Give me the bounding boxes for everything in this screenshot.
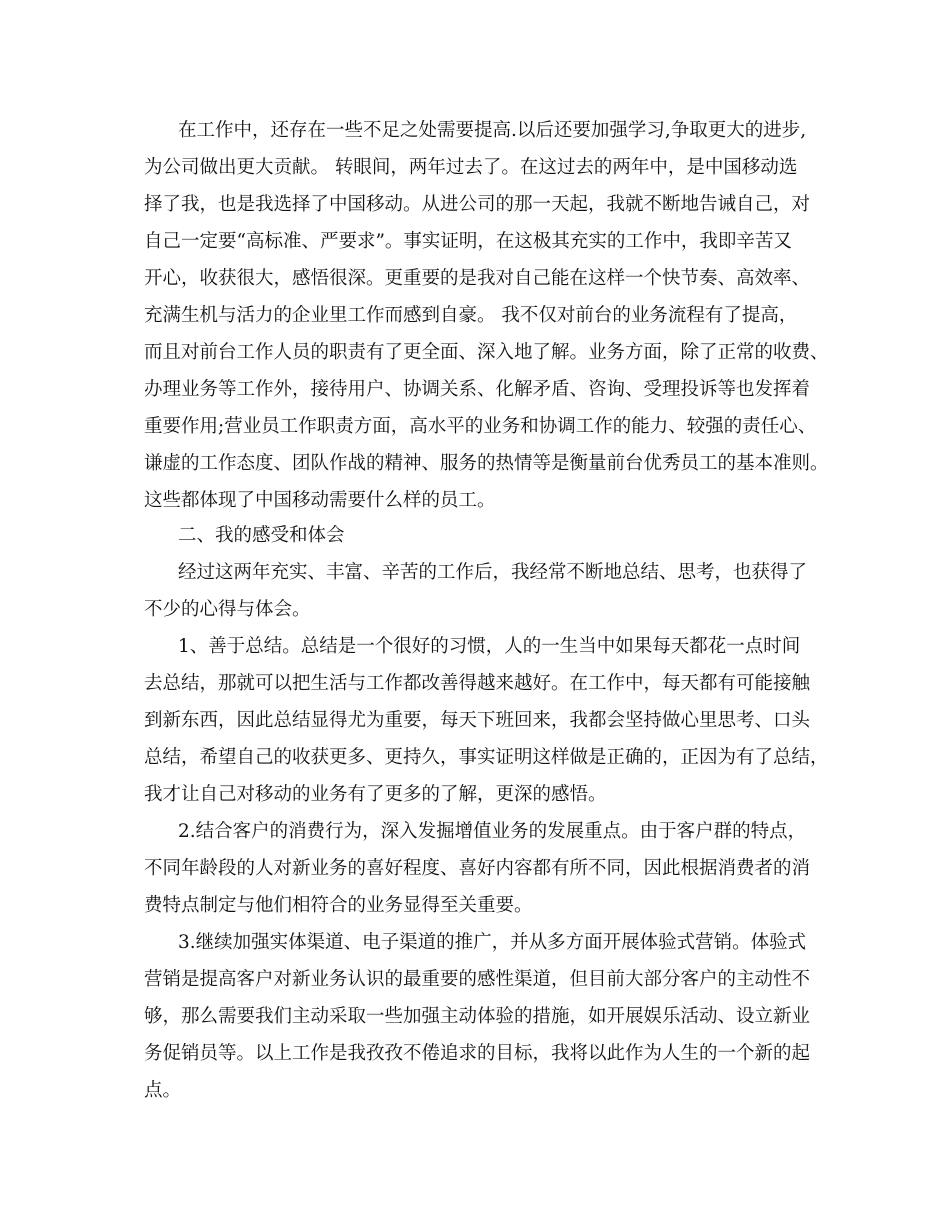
text-line: 到新东西，因此总结显得尤为重要，每天下班回来，我都会坚持做心里思考、口头 <box>144 710 811 731</box>
text-line: 营销是提高客户对新业务认识的最重要的感性渠道，但目前大部分客户的主动性不 <box>144 969 811 990</box>
text-line: 3.继续加强实体渠道、电子渠道的推广，并从多方面开展体验式营销。体验式 <box>178 932 807 953</box>
text-line: 在工作中，还存在一些不足之处需要提高.以后还要加强学习,争取更大的进步, <box>178 120 807 141</box>
text-line: 总结，希望自己的收获更多、更持久，事实证明这样做是正确的，正因为有了总结， <box>144 747 829 768</box>
text-line: 这些都体现了中国移动需要什么样的员工。 <box>144 490 496 511</box>
text-line: 点。 <box>144 1080 182 1101</box>
text-line: 为公司做出更大贡献。 转眼间，两年过去了。在这过去的两年中，是中国移动选 <box>144 157 798 178</box>
text-line: 开心，收获很大，感悟很深。更重要的是我对自己能在这样一个快节奏、高效率、 <box>144 268 811 289</box>
text-line: 2.结合客户的消费行为，深入发掘增值业务的发展重点。由于客户群的特点， <box>178 821 807 842</box>
text-line: 务促销员等。以上工作是我孜孜不倦追求的目标，我将以此作为人生的一个新的起 <box>144 1043 811 1064</box>
text-line: 谦虚的工作态度、团队作战的精神、服务的热情等是衡量前台优秀员工的基本准则。 <box>144 453 829 474</box>
text-line: 不同年龄段的人对新业务的喜好程度、喜好内容都有所不同，因此根据消费者的消 <box>144 858 811 879</box>
text-line: 择了我，也是我选择了中国移动。从进公司的那一天起，我就不断地告诫自己，对 <box>144 194 811 215</box>
text-line: 而且对前台工作人员的职责有了更全面、深入地了解。业务方面，除了正常的收费、 <box>144 342 829 363</box>
text-line: 去总结，那就可以把生活与工作都改善得越来越好。在工作中，每天都有可能接触 <box>144 673 811 694</box>
text-line: 重要作用;营业员工作职责方面，高水平的业务和协调工作的能力、较强的责任心、 <box>144 416 817 437</box>
text-line: 够，那么需要我们主动采取一些加强主动体验的措施，如开展娱乐活动、设立新业 <box>144 1006 811 1027</box>
text-line: 不少的心得与体会。 <box>144 599 311 620</box>
text-line: 充满生机与活力的企业里工作而感到自豪。 我不仅对前台的业务流程有了提高， <box>144 305 798 326</box>
text-line: 办理业务等工作外，接待用户、协调关系、化解矛盾、咨询、受理投诉等也发挥着 <box>144 379 811 400</box>
section-heading: 二、我的感受和体会 <box>178 525 345 546</box>
text-line: 我才让自己对移动的业务有了更多的了解，更深的感悟。 <box>144 784 607 805</box>
text-line: 费特点制定与他们相符合的业务显得至关重要。 <box>144 895 533 916</box>
text-line: 自己一定要“高标准、严要求”。事实证明，在这极其充实的工作中，我即辛苦又 <box>144 231 792 252</box>
text-line: 经过这两年充实、丰富、辛苦的工作后，我经常不断地总结、思考，也获得了 <box>178 562 808 583</box>
text-line: 1、善于总结。总结是一个很好的习惯，人的一生当中如果每天都花一点时间 <box>178 636 801 657</box>
